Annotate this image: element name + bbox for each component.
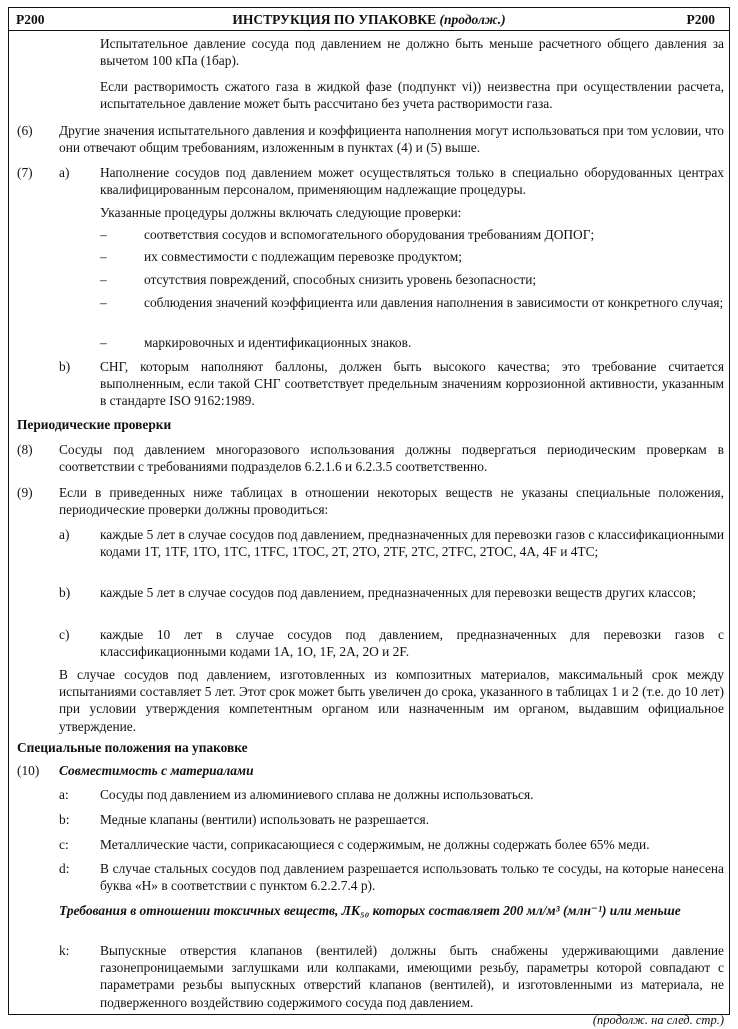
toxic-heading: Требования в отношении токсичных веществ, ЛК₅₀ которых составляет 200 мл/м³ (млн⁻¹) или меньше <box>59 903 681 918</box>
bullet-dash: – <box>100 295 107 310</box>
periodic-heading: Периодические проверки <box>17 417 172 432</box>
procedure-check-item: соблюдения значений коэффициента или давления наполнения в зависимости от конкретного случая; <box>144 295 724 310</box>
header-title-text: ИНСТРУКЦИЯ ПО УПАКОВКЕ <box>232 12 437 27</box>
procedure-check-item: их совместимости с подлежащим перевозке продуктом; <box>144 249 462 264</box>
item-7-a-label: a) <box>59 165 70 180</box>
item-9-number: (9) <box>17 485 33 500</box>
provision-k-text: Выпускные отверстия клапанов (вентилей) должны быть снабжены удерживающими давление газонепроницаемыми заглушками или колпаками, имеющими резьбу, параметры которой совпадают с параметрами резьбы выпускных отверстий клапанов (вентилей), и изготовленными из материала, не подверженного воздействию содержимого сосуда под давлением. <box>100 943 724 1010</box>
item-9-text: Если в приведенных ниже таблицах в отношении некоторых веществ не указаны специальные положения, периодические проверки должны проводиться: <box>59 485 724 518</box>
item-9-c-label: c) <box>59 627 70 642</box>
provision-label: b: <box>59 812 70 827</box>
compatibility-heading: Совместимость с материалами <box>59 763 254 778</box>
provision-text: Сосуды под давлением из алюминиевого сплава не должны использоваться. <box>100 787 534 802</box>
item-7-b-text: СНГ, которым наполняют баллоны, должен быть высокого качества; это требование считается выполненным, если такой СНГ соответствует предельным значениям коррозионной активности, указанным в стандарте ISO 9162:1989. <box>100 359 724 409</box>
item-9-a-text: каждые 5 лет в случае сосудов под давлением, предназначенных для перевозки газов с классификационными кодами 1T, 1TF, 1TO, 1TC, 1TFC, 1TOC, 2T, 2TO, 2TF, 2TC, 2TFC, 2TOC, 4A, 4F и 4TC; <box>100 527 724 560</box>
item-9-b-label: b) <box>59 585 71 600</box>
provision-text: Металлические части, соприкасающиеся с содержимым, не должны содержать более 65% меди. <box>100 837 650 852</box>
item-7-a-intro: Указанные процедуры должны включать следующие проверки: <box>100 205 462 220</box>
item-8-text: Сосуды под давлением многоразового использования должны подвергаться периодическим проверкам в соответствии с требованиями подразделов 6.2.1.6 и 6.2.3.5 соответственно. <box>59 442 724 475</box>
header-code-right: P200 <box>686 12 715 27</box>
composite-paragraph: В случае сосудов под давлением, изготовленных из композитных материалов, максимальный срок между испытаниями составляет 5 лет. Этот срок может быть увеличен до срока, указанного в таблицах 1 и 2 (т.е. до 10 лет) при условии утверждения компетентным органом или назначенным им органом, выдавшим официальное утверждение. <box>59 667 724 734</box>
item-10-number: (10) <box>17 763 40 778</box>
item-8-number: (8) <box>17 442 33 457</box>
item-7-b-label: b) <box>59 359 71 374</box>
procedure-check-item: маркировочных и идентификационных знаков. <box>144 335 412 350</box>
bullet-dash: – <box>100 249 107 264</box>
procedure-check-item: соответствия сосудов и вспомогательного оборудования требованиям ДОПОГ; <box>144 227 595 242</box>
provision-label: c: <box>59 837 69 852</box>
procedure-check-item: отсутствия повреждений, способных снизить уровень безопасности; <box>144 272 537 287</box>
item-9-c-text: каждые 10 лет в случае сосудов под давлением, предназначенных для перевозки газов с классификационными кодами 1A, 1O, 1F, 2A, 2O и 2F. <box>100 627 724 660</box>
bullet-dash: – <box>100 227 107 242</box>
header-code-left: P200 <box>16 12 45 27</box>
header-title <box>9 11 729 28</box>
item-7-a-text: Наполнение сосудов под давлением может осуществляться только в специально оборудованных центрах квалифицированным персоналом, применяющим надлежащие процедуры. <box>100 165 724 198</box>
item-7-number: (7) <box>17 165 33 180</box>
provision-label: d: <box>59 861 70 876</box>
item-9-a-label: a) <box>59 527 70 542</box>
provision-text: В случае стальных сосудов под давлением разрешается использовать только те сосуды, на которые нанесена буква «H» в соответствии с пунктом 6.2.2.7.4 p). <box>100 861 724 894</box>
continued-footer: (продолж. на след. стр.) <box>592 1013 724 1027</box>
bullet-dash: – <box>100 272 107 287</box>
intro-paragraph-2: Если растворимость сжатого газа в жидкой фазе (подпункт vi)) неизвестна при осуществлении расчета, испытательное давление может быть рассчитано без учета растворимости газа. <box>100 79 724 112</box>
provision-k-label: k: <box>59 943 70 958</box>
page-header <box>9 8 729 31</box>
bullet-dash: – <box>100 335 107 350</box>
item-9-b-text: каждые 5 лет в случае сосудов под давлением, предназначенных для перевозки веществ других классов; <box>100 585 696 600</box>
provision-text: Медные клапаны (вентили) использовать не разрешается. <box>100 812 430 827</box>
item-6-number: (6) <box>17 123 33 138</box>
item-6-text: Другие значения испытательного давления и коэффициента наполнения могут использоваться при том условии, что они отвечают общим требованиям, изложенным в пунктах (4) и (5) выше. <box>59 123 724 156</box>
provision-label: a: <box>59 787 69 802</box>
special-heading: Специальные положения на упаковке <box>17 740 248 755</box>
page-body <box>9 32 729 1014</box>
intro-paragraph-1: Испытательное давление сосуда под давлением не должно быть меньше расчетного общего давления за вычетом 100 кПа (1бар). <box>100 36 724 69</box>
header-title-italic: (продолж.) <box>439 12 506 27</box>
page-frame <box>8 7 730 1015</box>
